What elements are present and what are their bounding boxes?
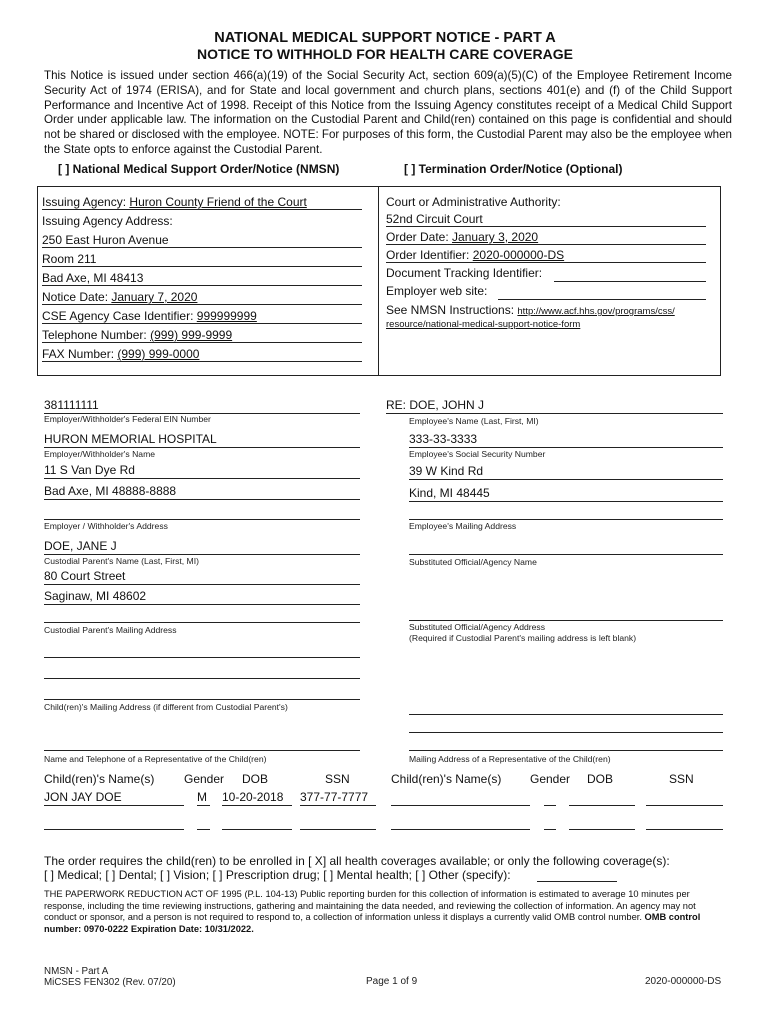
substituted-agency-name-caption: Substituted Official/Agency Name [409, 557, 537, 567]
employee-name-caption: Employee's Name (Last, First, MI) [409, 416, 539, 426]
instructions-link-1[interactable]: http://www.acf.hhs.gov/programs/css/ [517, 306, 675, 317]
child4-gender-field[interactable] [544, 829, 556, 830]
telephone-value[interactable]: (999) 999-9999 [150, 328, 233, 342]
notice-date-label: Notice Date: [42, 290, 109, 304]
court-authority-value[interactable]: 52nd Circuit Court [386, 212, 706, 227]
tracking-identifier-field[interactable] [554, 281, 706, 282]
employer-address-line3[interactable] [44, 519, 360, 520]
child-dob-header-right: DOB [587, 772, 614, 786]
child-address-line3[interactable] [44, 699, 360, 700]
issuing-agency-address-label: Issuing Agency Address: [42, 214, 173, 228]
child-gender-header-left: Gender [184, 772, 225, 786]
issuing-agency-value[interactable]: Huron County Friend of the Court [129, 195, 307, 209]
child2-ssn-field[interactable] [646, 805, 723, 806]
employee-address-line1[interactable]: 39 W Kind Rd [409, 463, 723, 480]
child3-name-field[interactable] [44, 829, 184, 830]
nmsn-checkbox[interactable]: [ ] National Medical Support Order/Notice (NMSN) [58, 162, 340, 176]
intro-paragraph: This Notice is issued under section 466(a)(19) of the Social Security Act, section 609(a)(5)(C) of the Employee Retirement Income Security Act of 1974 (ERISA), and for State and local government and church plans, sections 401(e) and (f) of the Child Support Performance and Incentive Act of 1998. Receipt of this Notice from the Issuing Agency constitutes receipt of a Medical Child Support Order under applicable law. The information on the Custodial Parent and Child(ren) contained on this page is confidential and should not be shared or disclosed with the employee. NOTE: For purposes of this form, the Custodial Parent may also be the employee when the State opts to enforce against the Custodial Parent. [44, 69, 732, 156]
agency-court-box [37, 186, 721, 376]
child1-gender-field[interactable]: M [197, 789, 210, 806]
coverage-options[interactable]: [ ] Medical; [ ] Dental; [ ] Vision; [ ] Prescription drug; [ ] Mental health; [ ] Other (specify): [44, 868, 511, 882]
instructions-label: See NMSN Instructions: [386, 303, 515, 317]
child3-dob-field[interactable] [222, 829, 292, 830]
termination-checkbox[interactable]: [ ] Termination Order/Notice (Optional) [404, 162, 623, 176]
employer-website-field[interactable] [498, 299, 706, 300]
order-identifier-value[interactable]: 2020-000000-DS [472, 248, 565, 262]
child2-gender-field[interactable] [544, 805, 556, 806]
notice-date-value[interactable]: January 7, 2020 [111, 290, 198, 304]
fax-label: FAX Number: [42, 347, 115, 361]
cse-case-value[interactable]: 999999999 [196, 309, 257, 323]
child4-ssn-field[interactable] [646, 829, 723, 830]
child-ssn-header-right: SSN [669, 772, 694, 786]
child2-dob-field[interactable] [569, 805, 635, 806]
child4-dob-field[interactable] [569, 829, 635, 830]
custodial-address-line2[interactable]: Saginaw, MI 48602 [44, 588, 360, 605]
page-subtitle: NOTICE TO WITHHOLD FOR HEALTH CARE COVERAGE [197, 46, 573, 62]
employee-name-field[interactable]: RE: DOE, JOHN J [386, 397, 723, 414]
page-number: Page 1 of 9 [366, 976, 418, 987]
child-name-header-right: Child(ren)'s Name(s) [391, 772, 502, 786]
custodial-address-line3[interactable] [44, 622, 360, 623]
other-coverage-field[interactable] [537, 881, 617, 882]
paperwork-notice [44, 889, 724, 935]
child4-name-field[interactable] [391, 829, 530, 830]
custodial-parent-name-caption: Custodial Parent's Name (Last, First, MI) [44, 556, 199, 566]
agency-address-line2[interactable]: Room 211 [42, 252, 362, 267]
child2-name-field[interactable] [391, 805, 530, 806]
child3-gender-field[interactable] [197, 829, 210, 830]
child-address-line1[interactable] [44, 657, 360, 658]
agency-address-line3[interactable]: Bad Axe, MI 48413 [42, 271, 362, 286]
instructions-link-2-text[interactable]: resource/national-medical-support-notice-form [386, 319, 581, 330]
box-divider [378, 187, 379, 375]
instructions-link-2[interactable] [386, 319, 580, 330]
issuing-agency-label: Issuing Agency: [42, 195, 127, 209]
rep-address-line1[interactable] [409, 714, 723, 715]
footer-order-id: 2020-000000-DS [645, 976, 722, 987]
fax-value[interactable]: (999) 999-0000 [117, 347, 200, 361]
employer-name-field[interactable]: HURON MEMORIAL HOSPITAL [44, 431, 360, 448]
employee-ssn-field[interactable]: 333-33-3333 [409, 431, 723, 448]
substituted-agency-address-field[interactable] [409, 620, 723, 621]
fax-row [42, 347, 362, 362]
employer-website-label: Employer web site: [386, 284, 488, 298]
order-date-label: Order Date: [386, 230, 449, 244]
agency-address-line1[interactable]: 250 East Huron Avenue [42, 233, 362, 248]
custodial-address-line1[interactable]: 80 Court Street [44, 568, 360, 585]
substituted-agency-address-note: (Required if Custodial Parent's mailing address is left blank) [409, 633, 637, 643]
order-identifier-row [386, 248, 706, 263]
child-name-header-left: Child(ren)'s Name(s) [44, 772, 155, 786]
custodial-parent-name-field[interactable]: DOE, JANE J [44, 538, 360, 555]
child-dob-header-left: DOB [242, 772, 269, 786]
substituted-agency-name-field[interactable] [409, 554, 723, 555]
rep-address-caption: Mailing Address of a Representative of the Child(ren) [409, 754, 611, 764]
employee-address-line2[interactable]: Kind, MI 48445 [409, 485, 723, 502]
employee-address-caption: Employee's Mailing Address [409, 521, 517, 531]
employer-address-line2[interactable]: Bad Axe, MI 48888-8888 [44, 483, 360, 500]
custodial-address-caption: Custodial Parent's Mailing Address [44, 625, 177, 635]
child-address-caption: Child(ren)'s Mailing Address (if different from Custodial Parent's) [44, 702, 288, 712]
child1-ssn-field[interactable]: 377-77-7777 [300, 789, 376, 806]
telephone-label: Telephone Number: [42, 328, 147, 342]
employer-ein-caption: Employer/Withholder's Federal EIN Number [44, 414, 211, 424]
form-name: NMSN - Part A [44, 966, 109, 977]
rep-address-line2[interactable] [409, 732, 723, 733]
order-date-row [386, 230, 706, 245]
paperwork-text: THE PAPERWORK REDUCTION ACT OF 1995 (P.L. 104-13) Public reporting burden for this collection of information is estimated to average 10 minutes per response, including the time reviewing instructions, gathering and maintaining the data needed, and reviewing the collection of information. An agency may not conduct or sponsor, and a person is not required to respond to, a collection of information unless it displays a currently valid OMB control number. [44, 889, 696, 923]
cse-case-row [42, 309, 362, 324]
court-authority-label: Court or Administrative Authority: [386, 195, 561, 209]
child-gender-header-right: Gender [530, 772, 571, 786]
employee-address-line3[interactable] [409, 519, 723, 520]
rep-address-line3[interactable] [409, 750, 723, 751]
employee-ssn-caption: Employee's Social Security Number [409, 449, 546, 459]
order-identifier-label: Order Identifier: [386, 248, 470, 262]
employer-address-caption: Employer / Withholder's Address [44, 521, 168, 531]
omb-control-number: OMB control number: 0970-0222 Expiration Date: 10/31/2022. [44, 912, 701, 934]
tracking-identifier-label: Document Tracking Identifier: [386, 266, 543, 280]
employer-ein-field[interactable]: 381111111 [44, 397, 360, 414]
child-address-line2[interactable] [44, 678, 360, 679]
child1-dob-field[interactable]: 10-20-2018 [222, 789, 292, 806]
notice-date-row [42, 290, 362, 305]
page-title: NATIONAL MEDICAL SUPPORT NOTICE - PART A [214, 30, 556, 46]
rep-name-caption: Name and Telephone of a Representative of the Child(ren) [44, 754, 267, 764]
order-date-value[interactable]: January 3, 2020 [452, 230, 539, 244]
child1-name-field[interactable]: JON JAY DOE [44, 789, 184, 806]
child-ssn-header-left: SSN [325, 772, 350, 786]
employer-name-caption: Employer/Withholder's Name [44, 449, 156, 459]
coverage-statement: The order requires the child(ren) to be enrolled in [ X] all health coverages available; or only the following coverage(s): [44, 854, 670, 868]
instructions-row [386, 303, 675, 317]
issuing-agency-row [42, 195, 362, 210]
cse-case-label: CSE Agency Case Identifier: [42, 309, 194, 323]
rep-name-field[interactable] [44, 750, 360, 751]
child3-ssn-field[interactable] [300, 829, 376, 830]
telephone-row [42, 328, 362, 343]
employer-address-line1[interactable]: 11 S Van Dye Rd [44, 462, 360, 479]
substituted-agency-address-caption: Substituted Official/Agency Address [409, 622, 545, 632]
form-revision: MiCSES FEN302 (Rev. 07/20) [44, 977, 176, 988]
